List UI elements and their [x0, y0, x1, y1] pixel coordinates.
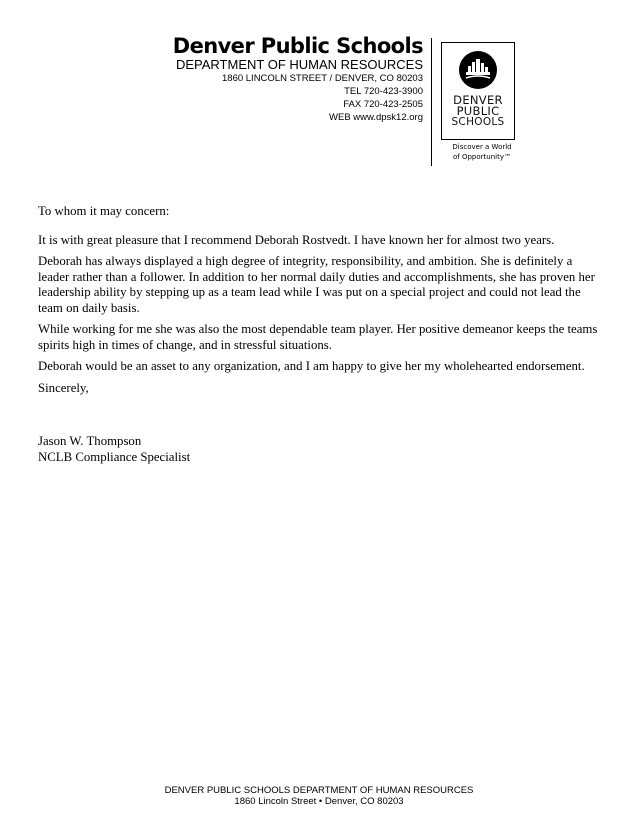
signer-name: Jason W. Thompson — [38, 434, 142, 448]
logo-word-2: PUBLIC — [456, 104, 500, 118]
footer-line-2: 1860 Lincoln Street • Denver, CO 80203 — [234, 796, 404, 807]
logo-word-3: SCHOOLS — [451, 116, 505, 128]
greeting: To whom it may concern: — [38, 204, 170, 218]
letterhead — [173, 34, 423, 124]
logo-word-1: DENVER — [453, 93, 503, 107]
letterhead-divider — [431, 38, 432, 166]
skyline-emblem-icon — [458, 50, 498, 90]
paragraph: Deborah would be an asset to any organization, and I am happy to give her my wholehearted endorsement. — [38, 359, 585, 373]
address-line: 1860 LINCOLN STREET / DENVER, CO 80203 — [222, 73, 423, 84]
web-line: WEB www.dpsk12.org — [329, 112, 423, 123]
signature-block — [38, 434, 190, 465]
tagline-line-1: Discover a World — [452, 143, 512, 151]
logo-tagline — [444, 142, 520, 162]
paragraph: It is with great pleasure that I recommend Deborah Rostvedt. I have known her for almost two years. — [38, 232, 555, 247]
paragraph: While working for me she was also the most dependable team player. Her positive demeanor keeps the teams spirits high in times of change, and in stressful situations. — [38, 322, 598, 352]
letter-body — [38, 204, 600, 402]
tagline-line-2: of Opportunity™ — [453, 153, 511, 161]
fax-line: FAX 720-423-2505 — [343, 99, 423, 110]
page-footer — [0, 785, 638, 807]
dps-logo — [441, 42, 515, 140]
closing: Sincerely, — [38, 380, 89, 395]
department-name: DEPARTMENT OF HUMAN RESOURCES — [175, 57, 423, 72]
paragraph: Deborah has always displayed a high degree of integrity, responsibility, and ambition. She is definitely a leader rather than a follower. In addition to her normal daily duties and accomplishments, she has proven her leadership ability by stepping up as a team lead while I was put on a special project and could not lead the team on daily basis. — [38, 254, 595, 315]
footer-line-1: DENVER PUBLIC SCHOOLS DEPARTMENT OF HUMAN RESOURCES — [164, 785, 474, 796]
org-name: Denver Public Schools — [172, 34, 423, 58]
phone-line: TEL 720-423-3900 — [344, 86, 423, 97]
signer-title: NCLB Compliance Specialist — [38, 449, 191, 464]
